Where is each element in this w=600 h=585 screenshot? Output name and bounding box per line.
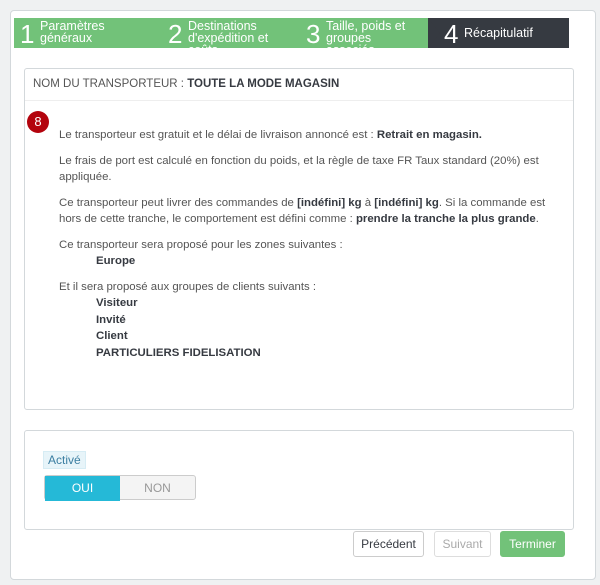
delay-value: Retrait en magasin.: [376, 129, 482, 141]
status-toggle[interactable]: [44, 475, 196, 500]
range-text: à: [364, 196, 372, 209]
tax-line: Le frais de port est calculé en fonction du poids, et la règle de taxe FR Taux standard (20%) est appliquée.: [59, 154, 539, 183]
step-size-weight[interactable]: [290, 18, 438, 57]
carrier-name-header: [25, 69, 573, 101]
summary-body: [59, 127, 551, 361]
delay-line: [59, 127, 551, 144]
step-number: 2: [168, 19, 183, 49]
carrier-name: TOUTE LA MODE MAGASIN: [187, 78, 340, 90]
group-item: Client: [96, 330, 128, 342]
carrier-name-prefix: NOM DU TRANSPORTEUR :: [33, 78, 185, 90]
step-number: 4: [444, 19, 459, 49]
groups-intro: Et il sera proposé aux groupes de clients suivants :: [59, 280, 317, 293]
range-text: .: [535, 213, 539, 225]
wizard-steps: [14, 18, 569, 57]
carrier-summary-panel: [24, 68, 574, 410]
range-line: [59, 195, 551, 228]
toggle-yes[interactable]: OUI: [45, 476, 120, 501]
status-panel: [24, 430, 574, 530]
step-number: 3: [306, 19, 321, 49]
zones-intro: Ce transporteur sera proposé pour les zones suivantes :: [59, 238, 343, 251]
range-behavior: prendre la tranche la plus grande: [355, 213, 536, 225]
step-number: 1: [20, 19, 35, 49]
range-text: Ce transporteur peut livrer des commandes de: [59, 196, 294, 209]
previous-button[interactable]: Précédent: [353, 531, 424, 557]
next-button[interactable]: Suivant: [434, 531, 491, 557]
delay-text: Le transporteur est gratuit et le délai de livraison annoncé est :: [59, 129, 374, 141]
group-item: Visiteur: [96, 297, 138, 309]
range-min: [indéfini] kg: [297, 196, 362, 209]
help-badge: 8: [27, 111, 49, 133]
step-general-settings[interactable]: [14, 18, 162, 48]
finish-button[interactable]: Terminer: [500, 531, 565, 557]
zone-item: Europe: [96, 255, 136, 267]
step-summary[interactable]: [428, 18, 569, 48]
step-label: Paramètres généraux: [40, 19, 105, 45]
step-label: Destinations d'expédition et coûts: [188, 19, 269, 57]
step-label: Récapitulatif: [464, 26, 533, 40]
step-shipping-destinations[interactable]: [152, 18, 300, 57]
range-max: [indéfini] kg: [374, 196, 439, 209]
range-text: . Si la commande est hors de cette tranche, le comportement est défini comme :: [59, 196, 546, 225]
status-label: Activé: [43, 451, 86, 469]
group-item: PARTICULIERS FIDELISATION: [96, 346, 261, 359]
step-label: Taille, poids et groupes associés: [326, 19, 406, 57]
toggle-no[interactable]: NON: [144, 481, 171, 495]
group-item: Invité: [96, 313, 126, 326]
